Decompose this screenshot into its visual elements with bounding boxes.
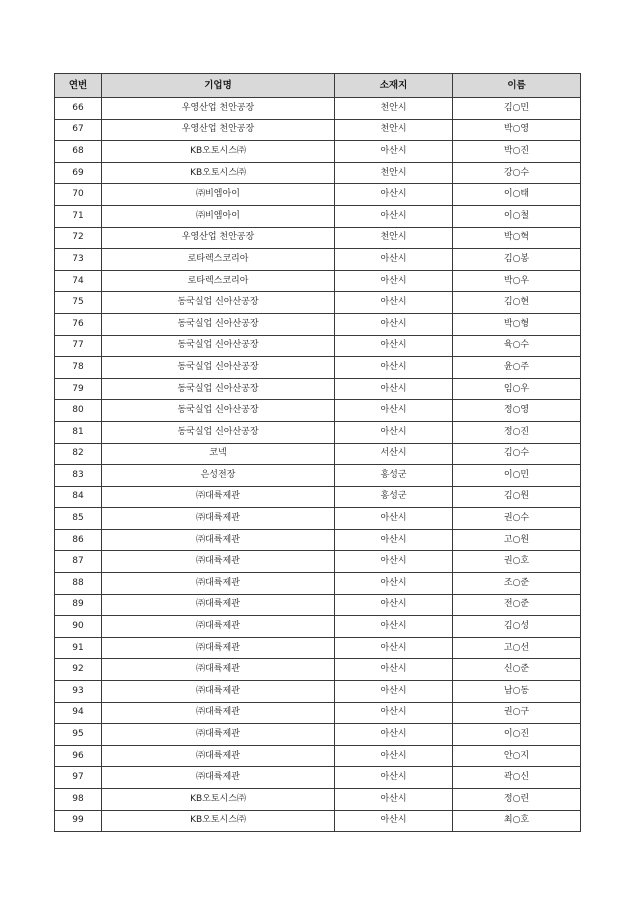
table-row (55, 184, 581, 206)
cell-location: 홍성군 (335, 486, 453, 508)
cell-no: 71 (55, 205, 102, 227)
table-row (55, 98, 581, 120)
table-body (55, 98, 581, 832)
table-row (55, 551, 581, 573)
cell-company: ㈜비엠아이 (102, 184, 335, 206)
cell-company: 동국실업 신아산공장 (102, 378, 335, 400)
cell-no: 91 (55, 637, 102, 659)
cell-no: 80 (55, 400, 102, 422)
cell-name: 박○혁 (453, 227, 581, 249)
cell-company: 동국실업 신아산공장 (102, 292, 335, 314)
cell-no: 75 (55, 292, 102, 314)
cell-name: 조○준 (453, 573, 581, 595)
cell-no: 95 (55, 724, 102, 746)
cell-company: ㈜대륙제관 (102, 616, 335, 638)
cell-name: 임○우 (453, 378, 581, 400)
cell-no: 82 (55, 443, 102, 465)
cell-location: 아산시 (335, 335, 453, 357)
cell-location: 천안시 (335, 98, 453, 120)
cell-location: 아산시 (335, 745, 453, 767)
cell-company: 로타렉스코리아 (102, 270, 335, 292)
cell-location: 아산시 (335, 637, 453, 659)
cell-name: 곽○신 (453, 767, 581, 789)
header-no: 연번 (55, 74, 102, 98)
cell-location: 아산시 (335, 551, 453, 573)
table-row (55, 508, 581, 530)
table-row (55, 205, 581, 227)
table-row (55, 637, 581, 659)
cell-company: 우영산업 천안공장 (102, 98, 335, 120)
cell-name: 강○수 (453, 162, 581, 184)
cell-no: 85 (55, 508, 102, 530)
cell-company: ㈜대륙제관 (102, 594, 335, 616)
cell-no: 81 (55, 421, 102, 443)
cell-name: 박○우 (453, 270, 581, 292)
cell-location: 천안시 (335, 119, 453, 141)
cell-name: 고○원 (453, 529, 581, 551)
cell-name: 정○영 (453, 400, 581, 422)
cell-location: 아산시 (335, 573, 453, 595)
cell-name: 김○봉 (453, 249, 581, 271)
cell-no: 92 (55, 659, 102, 681)
table-row (55, 443, 581, 465)
cell-no: 84 (55, 486, 102, 508)
cell-no: 89 (55, 594, 102, 616)
cell-name: 전○준 (453, 594, 581, 616)
header-company: 기업명 (102, 74, 335, 98)
table-row (55, 486, 581, 508)
cell-name: 정○린 (453, 789, 581, 811)
cell-location: 홍성군 (335, 465, 453, 487)
cell-company: ㈜비엠아이 (102, 205, 335, 227)
cell-location: 천안시 (335, 227, 453, 249)
cell-no: 69 (55, 162, 102, 184)
cell-location: 아산시 (335, 594, 453, 616)
table-row (55, 313, 581, 335)
cell-location: 아산시 (335, 270, 453, 292)
cell-no: 87 (55, 551, 102, 573)
table-row (55, 616, 581, 638)
cell-company: KB오토시스㈜ (102, 141, 335, 163)
table-row (55, 465, 581, 487)
cell-name: 이○민 (453, 465, 581, 487)
cell-company: KB오토시스㈜ (102, 810, 335, 832)
table-row (55, 249, 581, 271)
cell-location: 아산시 (335, 357, 453, 379)
cell-location: 아산시 (335, 702, 453, 724)
cell-no: 70 (55, 184, 102, 206)
cell-name: 김○원 (453, 486, 581, 508)
table-row (55, 421, 581, 443)
cell-location: 아산시 (335, 767, 453, 789)
table-row (55, 292, 581, 314)
cell-name: 안○지 (453, 745, 581, 767)
table-row (55, 573, 581, 595)
cell-name: 박○영 (453, 119, 581, 141)
header-name: 이름 (453, 74, 581, 98)
cell-no: 66 (55, 98, 102, 120)
cell-name: 김○민 (453, 98, 581, 120)
cell-company: ㈜대륙제관 (102, 659, 335, 681)
cell-company: ㈜대륙제관 (102, 573, 335, 595)
cell-company: 동국실업 신아산공장 (102, 335, 335, 357)
cell-no: 96 (55, 745, 102, 767)
table-row (55, 745, 581, 767)
table-row (55, 378, 581, 400)
cell-location: 아산시 (335, 616, 453, 638)
participant-table (54, 73, 581, 832)
cell-location: 아산시 (335, 141, 453, 163)
cell-no: 78 (55, 357, 102, 379)
cell-location: 아산시 (335, 421, 453, 443)
cell-company: ㈜대륙제관 (102, 529, 335, 551)
cell-company: 동국실업 신아산공장 (102, 400, 335, 422)
cell-no: 93 (55, 681, 102, 703)
table-row (55, 702, 581, 724)
cell-company: 동국실업 신아산공장 (102, 357, 335, 379)
header-location: 소재지 (335, 74, 453, 98)
table-row (55, 119, 581, 141)
cell-company: ㈜대륙제관 (102, 551, 335, 573)
cell-no: 76 (55, 313, 102, 335)
cell-location: 아산시 (335, 205, 453, 227)
table-row (55, 400, 581, 422)
cell-name: 정○진 (453, 421, 581, 443)
cell-name: 김○현 (453, 292, 581, 314)
cell-no: 67 (55, 119, 102, 141)
cell-name: 이○태 (453, 184, 581, 206)
cell-name: 권○수 (453, 508, 581, 530)
cell-location: 아산시 (335, 810, 453, 832)
table-header (55, 74, 581, 98)
cell-location: 아산시 (335, 292, 453, 314)
table-row (55, 681, 581, 703)
table-row (55, 529, 581, 551)
table-row (55, 270, 581, 292)
cell-name: 최○호 (453, 810, 581, 832)
cell-name: 윤○주 (453, 357, 581, 379)
table-row (55, 810, 581, 832)
cell-location: 아산시 (335, 789, 453, 811)
cell-location: 아산시 (335, 400, 453, 422)
cell-no: 94 (55, 702, 102, 724)
cell-no: 83 (55, 465, 102, 487)
cell-company: 동국실업 신아산공장 (102, 313, 335, 335)
cell-company: KB오토시스㈜ (102, 162, 335, 184)
cell-no: 99 (55, 810, 102, 832)
cell-location: 아산시 (335, 724, 453, 746)
cell-location: 아산시 (335, 529, 453, 551)
table-row (55, 162, 581, 184)
cell-no: 98 (55, 789, 102, 811)
cell-no: 97 (55, 767, 102, 789)
cell-name: 김○수 (453, 443, 581, 465)
cell-name: 육○수 (453, 335, 581, 357)
cell-location: 천안시 (335, 162, 453, 184)
cell-name: 권○호 (453, 551, 581, 573)
cell-company: 코넥 (102, 443, 335, 465)
cell-no: 74 (55, 270, 102, 292)
cell-no: 73 (55, 249, 102, 271)
cell-name: 고○선 (453, 637, 581, 659)
cell-name: 이○진 (453, 724, 581, 746)
table-row (55, 789, 581, 811)
cell-no: 90 (55, 616, 102, 638)
cell-company: 은성전장 (102, 465, 335, 487)
cell-location: 아산시 (335, 681, 453, 703)
cell-company: KB오토시스㈜ (102, 789, 335, 811)
cell-location: 아산시 (335, 659, 453, 681)
cell-no: 68 (55, 141, 102, 163)
table-row (55, 659, 581, 681)
cell-name: 신○준 (453, 659, 581, 681)
cell-no: 86 (55, 529, 102, 551)
cell-no: 72 (55, 227, 102, 249)
cell-company: ㈜대륙제관 (102, 767, 335, 789)
cell-name: 김○성 (453, 616, 581, 638)
cell-location: 아산시 (335, 184, 453, 206)
header-row (55, 74, 581, 98)
cell-company: 동국실업 신아산공장 (102, 421, 335, 443)
cell-location: 서산시 (335, 443, 453, 465)
cell-company: ㈜대륙제관 (102, 681, 335, 703)
cell-location: 아산시 (335, 378, 453, 400)
cell-company: ㈜대륙제관 (102, 724, 335, 746)
cell-company: 우영산업 천안공장 (102, 119, 335, 141)
cell-company: ㈜대륙제관 (102, 745, 335, 767)
cell-name: 남○동 (453, 681, 581, 703)
cell-company: ㈜대륙제관 (102, 702, 335, 724)
cell-location: 아산시 (335, 508, 453, 530)
cell-company: ㈜대륙제관 (102, 486, 335, 508)
cell-name: 박○진 (453, 141, 581, 163)
cell-no: 88 (55, 573, 102, 595)
table-row (55, 227, 581, 249)
table-row (55, 724, 581, 746)
cell-location: 아산시 (335, 313, 453, 335)
table-row (55, 335, 581, 357)
table-row (55, 594, 581, 616)
cell-location: 아산시 (335, 249, 453, 271)
cell-name: 박○형 (453, 313, 581, 335)
cell-no: 77 (55, 335, 102, 357)
table-row (55, 767, 581, 789)
cell-company: 우영산업 천안공장 (102, 227, 335, 249)
table-row (55, 357, 581, 379)
cell-company: 로타렉스코리아 (102, 249, 335, 271)
cell-company: ㈜대륙제관 (102, 637, 335, 659)
cell-name: 이○철 (453, 205, 581, 227)
table-row (55, 141, 581, 163)
cell-name: 권○구 (453, 702, 581, 724)
cell-no: 79 (55, 378, 102, 400)
cell-company: ㈜대륙제관 (102, 508, 335, 530)
